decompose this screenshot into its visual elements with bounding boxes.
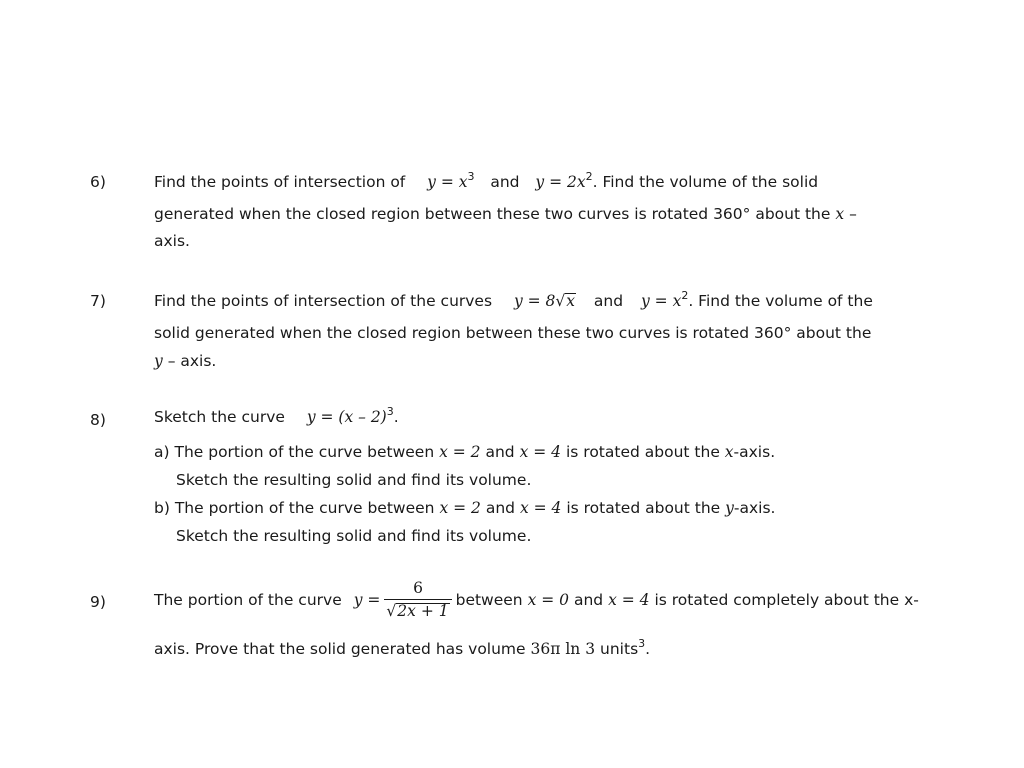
question-text: between bbox=[455, 590, 523, 609]
question-line-2 bbox=[154, 637, 651, 658]
radicand: x bbox=[566, 292, 576, 310]
conjunction: and bbox=[593, 292, 624, 310]
conjunction: and bbox=[573, 590, 604, 609]
part-b-line-2: Sketch the resulting solid and find its volume. bbox=[176, 527, 532, 545]
question-text: axis. Prove that the solid generated has volume bbox=[154, 640, 526, 658]
fraction bbox=[384, 579, 451, 620]
question-text: . Find the volume of the bbox=[688, 292, 873, 310]
equation: y = x bbox=[640, 292, 682, 310]
conjunction: and bbox=[485, 443, 515, 461]
radicand: 2x + 1 bbox=[397, 602, 449, 620]
question-text: The portion of the curve bbox=[154, 590, 342, 609]
equation: y = bbox=[353, 590, 381, 609]
question-line-3 bbox=[154, 352, 216, 370]
denominator: √2x + 1 bbox=[384, 599, 451, 620]
period: . bbox=[393, 408, 399, 426]
volume-expression: 36π ln 3 bbox=[530, 640, 596, 658]
equation: x = 4 bbox=[519, 443, 562, 461]
equation: y = x bbox=[427, 173, 468, 191]
variable: x bbox=[835, 205, 845, 223]
question-line-1 bbox=[154, 405, 399, 426]
period: . bbox=[645, 640, 651, 658]
question-text: Find the points of intersection of the curves bbox=[154, 292, 493, 310]
exponent: 3 bbox=[467, 170, 475, 183]
units: units bbox=[600, 640, 639, 658]
question-text: is rotated completely about the x- bbox=[654, 590, 919, 609]
question-text: b) The portion of the curve between bbox=[154, 499, 435, 517]
question-line-1: Find the points of intersection of the curves y = 8√x and $y = x^2$. Find the volume of the bbox=[154, 289, 873, 310]
variable: x bbox=[724, 443, 734, 461]
question-number: 8) bbox=[90, 411, 106, 429]
variable: y bbox=[154, 352, 163, 370]
question-text: -axis. bbox=[733, 443, 776, 461]
conjunction: and bbox=[490, 173, 520, 191]
question-text: – bbox=[849, 205, 857, 223]
equation: x = 4 bbox=[519, 499, 562, 517]
question-number: 7) bbox=[90, 292, 106, 310]
question-line-2: solid generated when the closed region between these two curves is rotated 360° about the bbox=[154, 324, 872, 342]
variable: y bbox=[725, 499, 734, 517]
part-a-line-2: Sketch the resulting solid and find its volume. bbox=[176, 471, 532, 489]
exponent: 2 bbox=[681, 289, 689, 302]
exponent: 3 bbox=[638, 637, 646, 650]
question-text: Find the points of intersection of bbox=[154, 173, 406, 191]
question-text: -axis. bbox=[733, 499, 776, 517]
exponent: 2 bbox=[585, 170, 593, 183]
equation: x = 0 bbox=[527, 590, 570, 609]
equation: x = 4 bbox=[608, 590, 650, 609]
numerator: 6 bbox=[413, 579, 423, 597]
question-line-3: axis. bbox=[154, 232, 190, 250]
equation: x = 2 bbox=[439, 499, 481, 517]
question-line-1 bbox=[154, 579, 919, 620]
question-text: is rotated about the bbox=[565, 443, 720, 461]
question-number: 6) bbox=[90, 173, 106, 191]
part-a-line-1 bbox=[154, 443, 775, 461]
question-text: – axis. bbox=[167, 352, 217, 370]
equation: y = 2x bbox=[535, 173, 586, 191]
equation: y = (x – 2) bbox=[306, 408, 387, 426]
equation: x = 2 bbox=[439, 443, 481, 461]
question-text: a) The portion of the curve between bbox=[154, 443, 435, 461]
question-text: Sketch the curve bbox=[154, 408, 285, 426]
part-b-line-1 bbox=[154, 499, 775, 517]
question-text: generated when the closed region between these two curves is rotated 360° about the bbox=[154, 205, 831, 223]
conjunction: and bbox=[485, 499, 515, 517]
question-number: 9) bbox=[90, 593, 106, 611]
question-text: is rotated about the bbox=[566, 499, 721, 517]
question-line-1 bbox=[154, 170, 819, 191]
question-line-2 bbox=[154, 205, 857, 223]
equation: y = 8 bbox=[513, 292, 556, 310]
question-text: . Find the volume of the solid bbox=[592, 173, 819, 191]
exponent: 3 bbox=[386, 405, 394, 418]
